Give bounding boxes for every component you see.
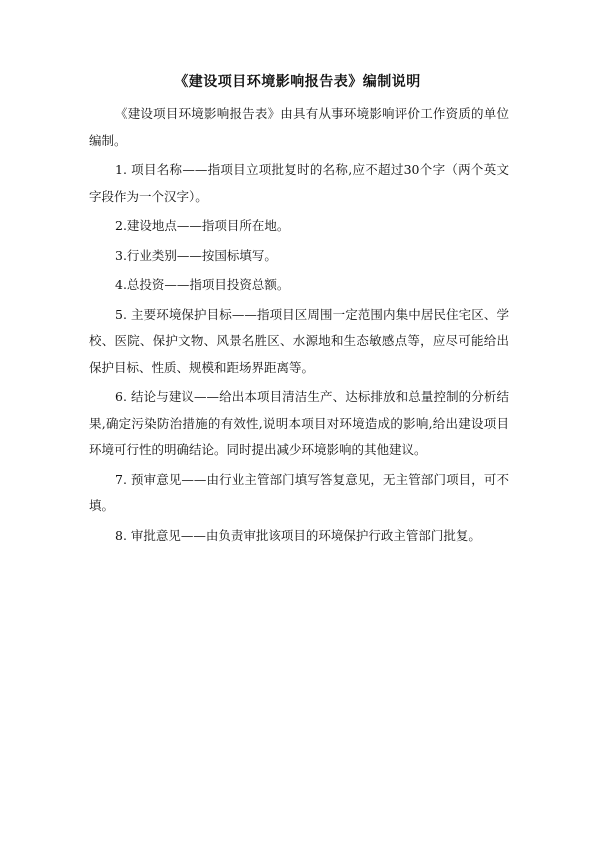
item-project-name: 1. 项目名称——指项目立项批复时的名称,应不超过30个字（两个英文字段作为一个汉字）。 <box>89 162 509 204</box>
item-approval-opinion: 8. 审批意见——由负责审批该项目的环境保护行政主管部门批复。 <box>115 527 481 543</box>
item-conclusions: 6. 结论与建议——给出本项目清洁生产、达标排放和总量控制的分析结果,确定污染防治措施的有效性,说明本项目对环境造成的影响,给出建设项目环境可行性的明确结论。同时提出减少环境影响的其他建议。 <box>89 389 509 457</box>
item-construction-site: 2.建设地点——指项目所在地。 <box>115 218 290 233</box>
item-protection-targets: 5. 主要环境保护目标——指项目区周围一定范围内集中居民住宅区、学校、医院、保护文物、风景名胜区、水源地和生态敏感点等，应尽可能给出保护目标、性质、规模和距场界距离等。 <box>89 306 509 375</box>
item-preliminary-review: 7. 预审意见——由行业主管部门填写答复意见，无主管部门项目，可不填。 <box>89 471 509 513</box>
document-body <box>89 101 509 552</box>
document-title: 《建设项目环境影响报告表》编制说明 <box>174 74 421 90</box>
item-total-investment: 4.总投资——指项目投资总额。 <box>115 277 290 292</box>
intro-paragraph: 《建设项目环境影响报告表》由具有从事环境影响评价工作资质的单位编制。 <box>89 106 509 148</box>
item-industry-category: 3.行业类别——按国标填写。 <box>115 247 277 263</box>
